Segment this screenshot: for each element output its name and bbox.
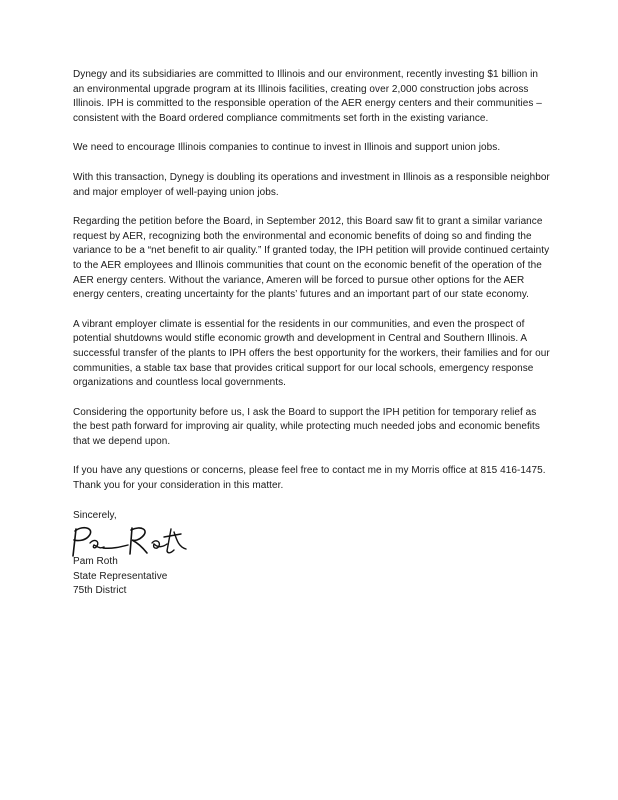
handwritten-signature <box>70 523 190 559</box>
signer-name: Pam Roth <box>73 556 118 568</box>
paragraph-petition: Regarding the petition before the Board, in September 2012, this Board saw fit to grant a similar variance request by AER, recognizing both the environmental and economic benefits of doing so and finding the variance to be a “net benefit to air quality.” If granted today, the IPH petition will provide continued certainty to the AER employees and Illinois communities that count on the economic benefit of the operation of the AER energy centers. Without the variance, Ameren will be forced to pursue other options for the AER energy centers, creating uncertainty for the plants’ futures and an important part of our state economy. <box>73 216 550 301</box>
paragraph-encourage-investment: We need to encourage Illinois companies to continue to invest in Illinois and support union jobs. <box>73 142 501 154</box>
paragraph-dynegy-commitment: Dynegy and its subsidiaries are committed to Illinois and our environment, recently investing $1 billion in an environmental upgrade program at its Illinois facilities, creating over 2,000 construction jobs across Illinois. IPH is committed to the responsible operation of the AER energy centers and their communities – consistent with the Board ordered compliance commitments set forth in the existing variance. <box>73 69 542 124</box>
paragraph-request: Considering the opportunity before us, I ask the Board to support the IPH petition for temporary relief as the best path forward for improving air quality, while protecting much needed jobs and economic benefits that we depend upon. <box>73 406 540 447</box>
paragraph-transaction: With this transaction, Dynegy is doubling its operations and investment in Illinois as a responsible neighbor and major employer of well-paying union jobs. <box>73 171 550 198</box>
paragraph-employer-climate: A vibrant employer climate is essential for the residents in our communities, and even the prospect of potential shutdowns would stifle economic growth and development in Central and Southern Illinois. A successful transfer of the plants to IPH offers the best opportunity for the workers, their families and for our communities, a stable tax base that provides critical support for our local schools, emergency response organizations and countless local governments. <box>73 318 550 389</box>
letter-body <box>73 68 551 599</box>
paragraph-contact: If you have any questions or concerns, please feel free to contact me in my Morris office at 815 416-1475. Thank you for your consideration in this matter. <box>73 465 546 492</box>
signer-title: State Representative <box>73 570 168 582</box>
signer-district: 75th District <box>73 585 127 597</box>
closing: Sincerely, <box>73 509 117 521</box>
